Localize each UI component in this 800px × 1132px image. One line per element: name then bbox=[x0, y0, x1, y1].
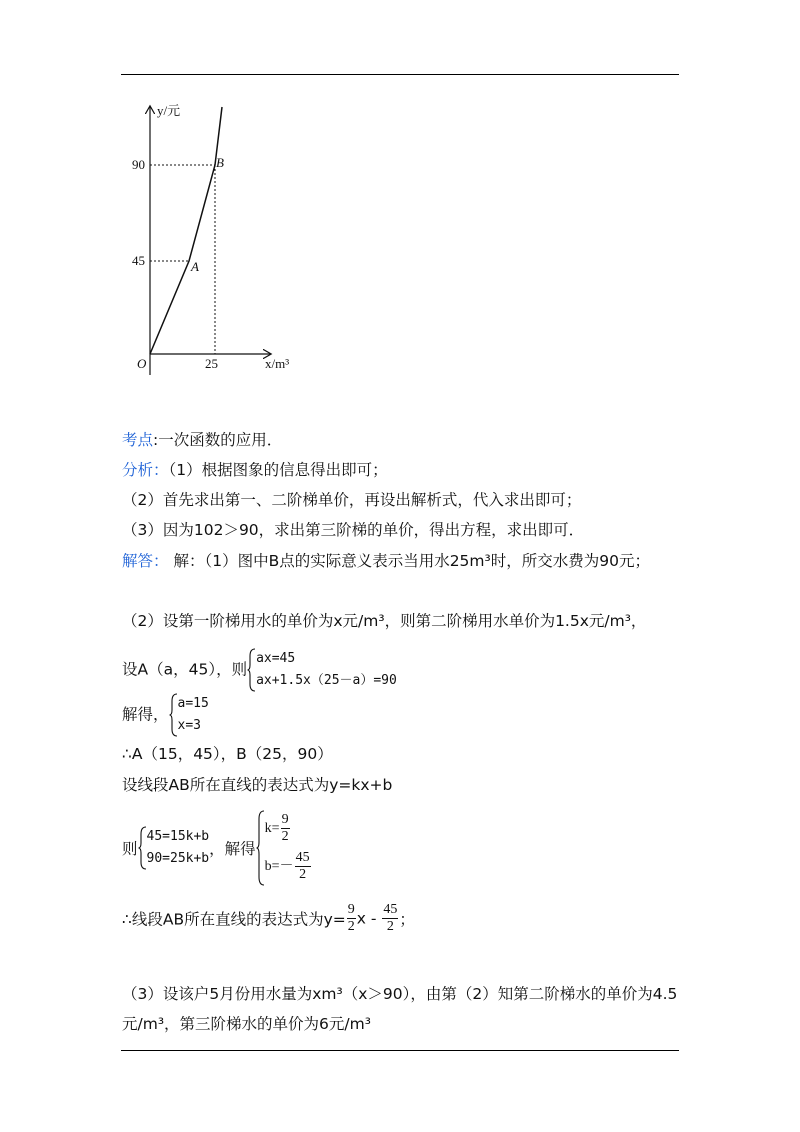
function-graph bbox=[115, 95, 315, 380]
k-denominator: 2 bbox=[281, 829, 289, 845]
linear-solve-line bbox=[122, 810, 312, 886]
sys1-row1: ax=45 bbox=[256, 651, 296, 666]
result-k-fraction bbox=[347, 902, 356, 935]
equation-system-3 bbox=[138, 826, 210, 870]
point-b-label: B bbox=[216, 155, 224, 170]
result-prefix: ∴线段AB所在直线的表达式为y= bbox=[122, 910, 346, 929]
part3-line1: （3）设该户5月份用水量为xm³（x＞90），由第（2）知第二阶梯水的单价为4.5 bbox=[122, 985, 678, 1003]
sys3-row2: 90=25k+b bbox=[146, 851, 210, 866]
fenxi-line bbox=[122, 459, 388, 481]
solve-mid-text: ，解得 bbox=[209, 840, 256, 858]
set-line-text: 设线段AB所在直线的表达式为y=kx+b bbox=[122, 776, 393, 794]
result-k-denominator: 2 bbox=[347, 919, 355, 934]
sys1-row2: ax+1.5x（25－a）=90 bbox=[256, 673, 397, 688]
equation-system-1 bbox=[247, 648, 397, 692]
equation-system-4 bbox=[256, 810, 312, 886]
equation-system-2 bbox=[169, 693, 209, 737]
analysis-step2: （2）首先求出第一、二阶梯单价，再设出解析式，代入求出即可； bbox=[122, 491, 582, 509]
b-numerator: 45 bbox=[295, 850, 310, 866]
solution-part1: 解：（1）图中B点的实际意义表示当用水25m³时，所交水费为90元； bbox=[173, 552, 650, 570]
part3-line2: 元/m³，第三阶梯水的单价为6元/m³ bbox=[122, 1015, 371, 1033]
solution-part2-intro: （2）设第一阶梯用水的单价为x元/m³，则第二阶梯用水单价为1.5x元/m³， bbox=[122, 612, 647, 630]
b-denominator: 2 bbox=[299, 867, 307, 883]
result-line bbox=[122, 902, 415, 935]
result-k-numerator: 9 bbox=[347, 902, 355, 917]
fenxi-text: （1）根据图象的信息得出即可； bbox=[168, 461, 388, 479]
result-b-numerator: 45 bbox=[383, 902, 398, 917]
result-end: ； bbox=[399, 910, 415, 929]
function-line bbox=[150, 107, 222, 354]
sys4-row-b bbox=[265, 848, 312, 886]
b-label: b=－ bbox=[264, 859, 294, 874]
result-b-denominator: 2 bbox=[386, 919, 394, 934]
sys3-row1: 45=15k+b bbox=[146, 829, 210, 844]
k-fraction bbox=[281, 812, 290, 845]
result-b-fraction bbox=[382, 902, 398, 935]
points-line: ∴A（15，45），B（25，90） bbox=[122, 745, 333, 763]
origin-label: O bbox=[137, 356, 147, 371]
ze-text: 则 bbox=[122, 840, 138, 858]
x-axis-label: x/m³ bbox=[265, 356, 290, 371]
kaodian-text: :一次函数的应用． bbox=[153, 431, 283, 449]
set-a-line bbox=[122, 648, 397, 692]
header-rule bbox=[121, 74, 679, 75]
y-tick-90: 90 bbox=[132, 157, 145, 172]
b-fraction bbox=[295, 850, 311, 883]
sys2-row1: a=15 bbox=[177, 696, 209, 711]
result-x-text: x - bbox=[356, 909, 382, 928]
set-a-text: 设A（a，45），则 bbox=[122, 660, 248, 679]
sys4-row-k bbox=[265, 810, 312, 848]
fenxi-label: 分析： bbox=[122, 461, 169, 479]
point-a-label: A bbox=[191, 259, 199, 274]
y-tick-45: 45 bbox=[132, 253, 145, 268]
sys2-row2: x=3 bbox=[177, 718, 201, 733]
jieda-label: 解答： bbox=[122, 552, 169, 570]
analysis-step3: （3）因为102＞90，求出第三阶梯的单价，得出方程，求出即可． bbox=[122, 521, 585, 539]
solve-prefix: 解得， bbox=[122, 705, 169, 724]
jieda-line bbox=[122, 550, 650, 572]
solve-line bbox=[122, 693, 209, 737]
k-label: k= bbox=[264, 821, 280, 836]
kaodian-label: 考点 bbox=[122, 431, 154, 449]
y-axis-label: y/元 bbox=[157, 103, 181, 118]
k-numerator: 9 bbox=[281, 812, 289, 828]
kaodian-line bbox=[122, 429, 282, 451]
footer-rule bbox=[121, 1050, 679, 1051]
x-tick-25: 25 bbox=[205, 356, 218, 371]
